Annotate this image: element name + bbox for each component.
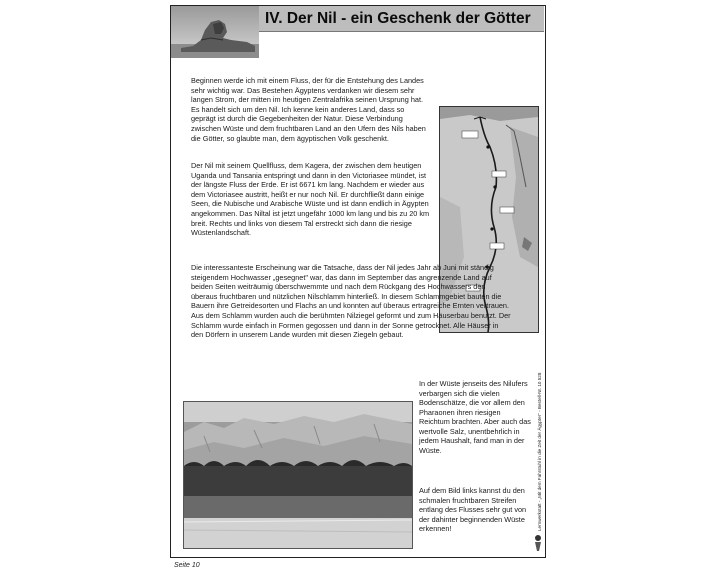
flood-paragraph: Die interessanteste Erscheinung war die Tatsache, dass der Nil jedes Jahr ab Juni mit ständig steigendem Hochwasser „gesegnet" war, das dann im September das angrenzende Land auf beiden Seiten weiträumig überschwemmte und nach dem Rückgang des Hochwassers den überaus fruchtbaren und nützlichen Nilschlamm hinterließ. In diesem Schlammgebiet bauten die Bauern ihre Getreidesorten und Flachs an und konnten auf überaus ertragreiche Ernten vertrauen. Aus dem Schlamm wurden auch die berühmten Nilziegel geformt und zum Häuserbau benutzt. Der Schlamm wurde einfach in Formen gegossen und dann in der Sonne getrocknet. Alle Häuser in den Dörfern in unserem Lande wurden mit diesen Ziegeln gebaut.: [191, 263, 511, 340]
publisher-note: Lernwerkstatt - „Mit dem Fahrstuhl in die Zeit der Ägypter" - Bestell-Nr. 10 528: [537, 372, 542, 531]
nile-valley-photo: [183, 401, 413, 549]
desert-treasures-paragraph: In der Wüste jenseits des Nilufers verbargen sich die vielen Bodenschätze, die vor allem den Pharaonen ihren riesigen Reichtum brachten. Aber auch das wertvolle Salz, unentbehrlich in jedem Haushalt, fand man in der Wüste.: [419, 379, 531, 455]
picture-hint-paragraph: Auf dem Bild links kannst du den schmalen fruchtbaren Streifen entlang des Flusses sehr gut von der dahinter beginnenden Wüste erkennen!: [419, 486, 527, 533]
nile-source-paragraph: Der Nil mit seinem Quellfluss, dem Kagera, der zwischen dem heutigen Uganda und Tansania entspringt und dann in den Victoriasee mündet, ist der längste Fluss der Erde. Er ist 6671 km lang. Nachdem er wieder aus dem Victoriasee austritt, heißt er nur noch Nil. Er durchfließt dann einige Seen, die Nubische und Arabische Wüste und ist dann endlich in Ägypten angekommen. Das Niltal ist jetzt ungefähr 1000 km lang und bis zu 20 km breit. Rechts und links von diesem Tal erstreckt sich dann die riesige Wüstenlandschaft.: [191, 161, 430, 238]
worksheet-page: [170, 5, 546, 558]
valley-illustration: [184, 402, 412, 548]
page-title: IV. Der Nil - ein Geschenk der Götter: [265, 9, 531, 27]
title-bar: [259, 6, 544, 32]
sphinx-photo: [171, 6, 259, 58]
page-number: Seite 10: [174, 562, 200, 569]
sphinx-illustration: [171, 6, 259, 58]
publisher-logo-icon: [533, 534, 543, 552]
intro-paragraph: Beginnen werde ich mit einem Fluss, der für die Entstehung des Landes sehr wichtig war. Das Bestehen Ägyptens verdanken wir diesem sehr langen Strom, der mitten im heutigen Zentralafrika seinen Ursprung hat. Es handelt sich um den Nil. Ich kenne kein anderes Land, dass so geprägt ist durch die Gegebenheiten der Natur. Diese Verbindung zwischen Wüste und dem fruchtbaren Land an den Ufern des Nils haben die Götter, so glaubte man, dem ägyptischen Volk geschenkt.: [191, 76, 426, 143]
